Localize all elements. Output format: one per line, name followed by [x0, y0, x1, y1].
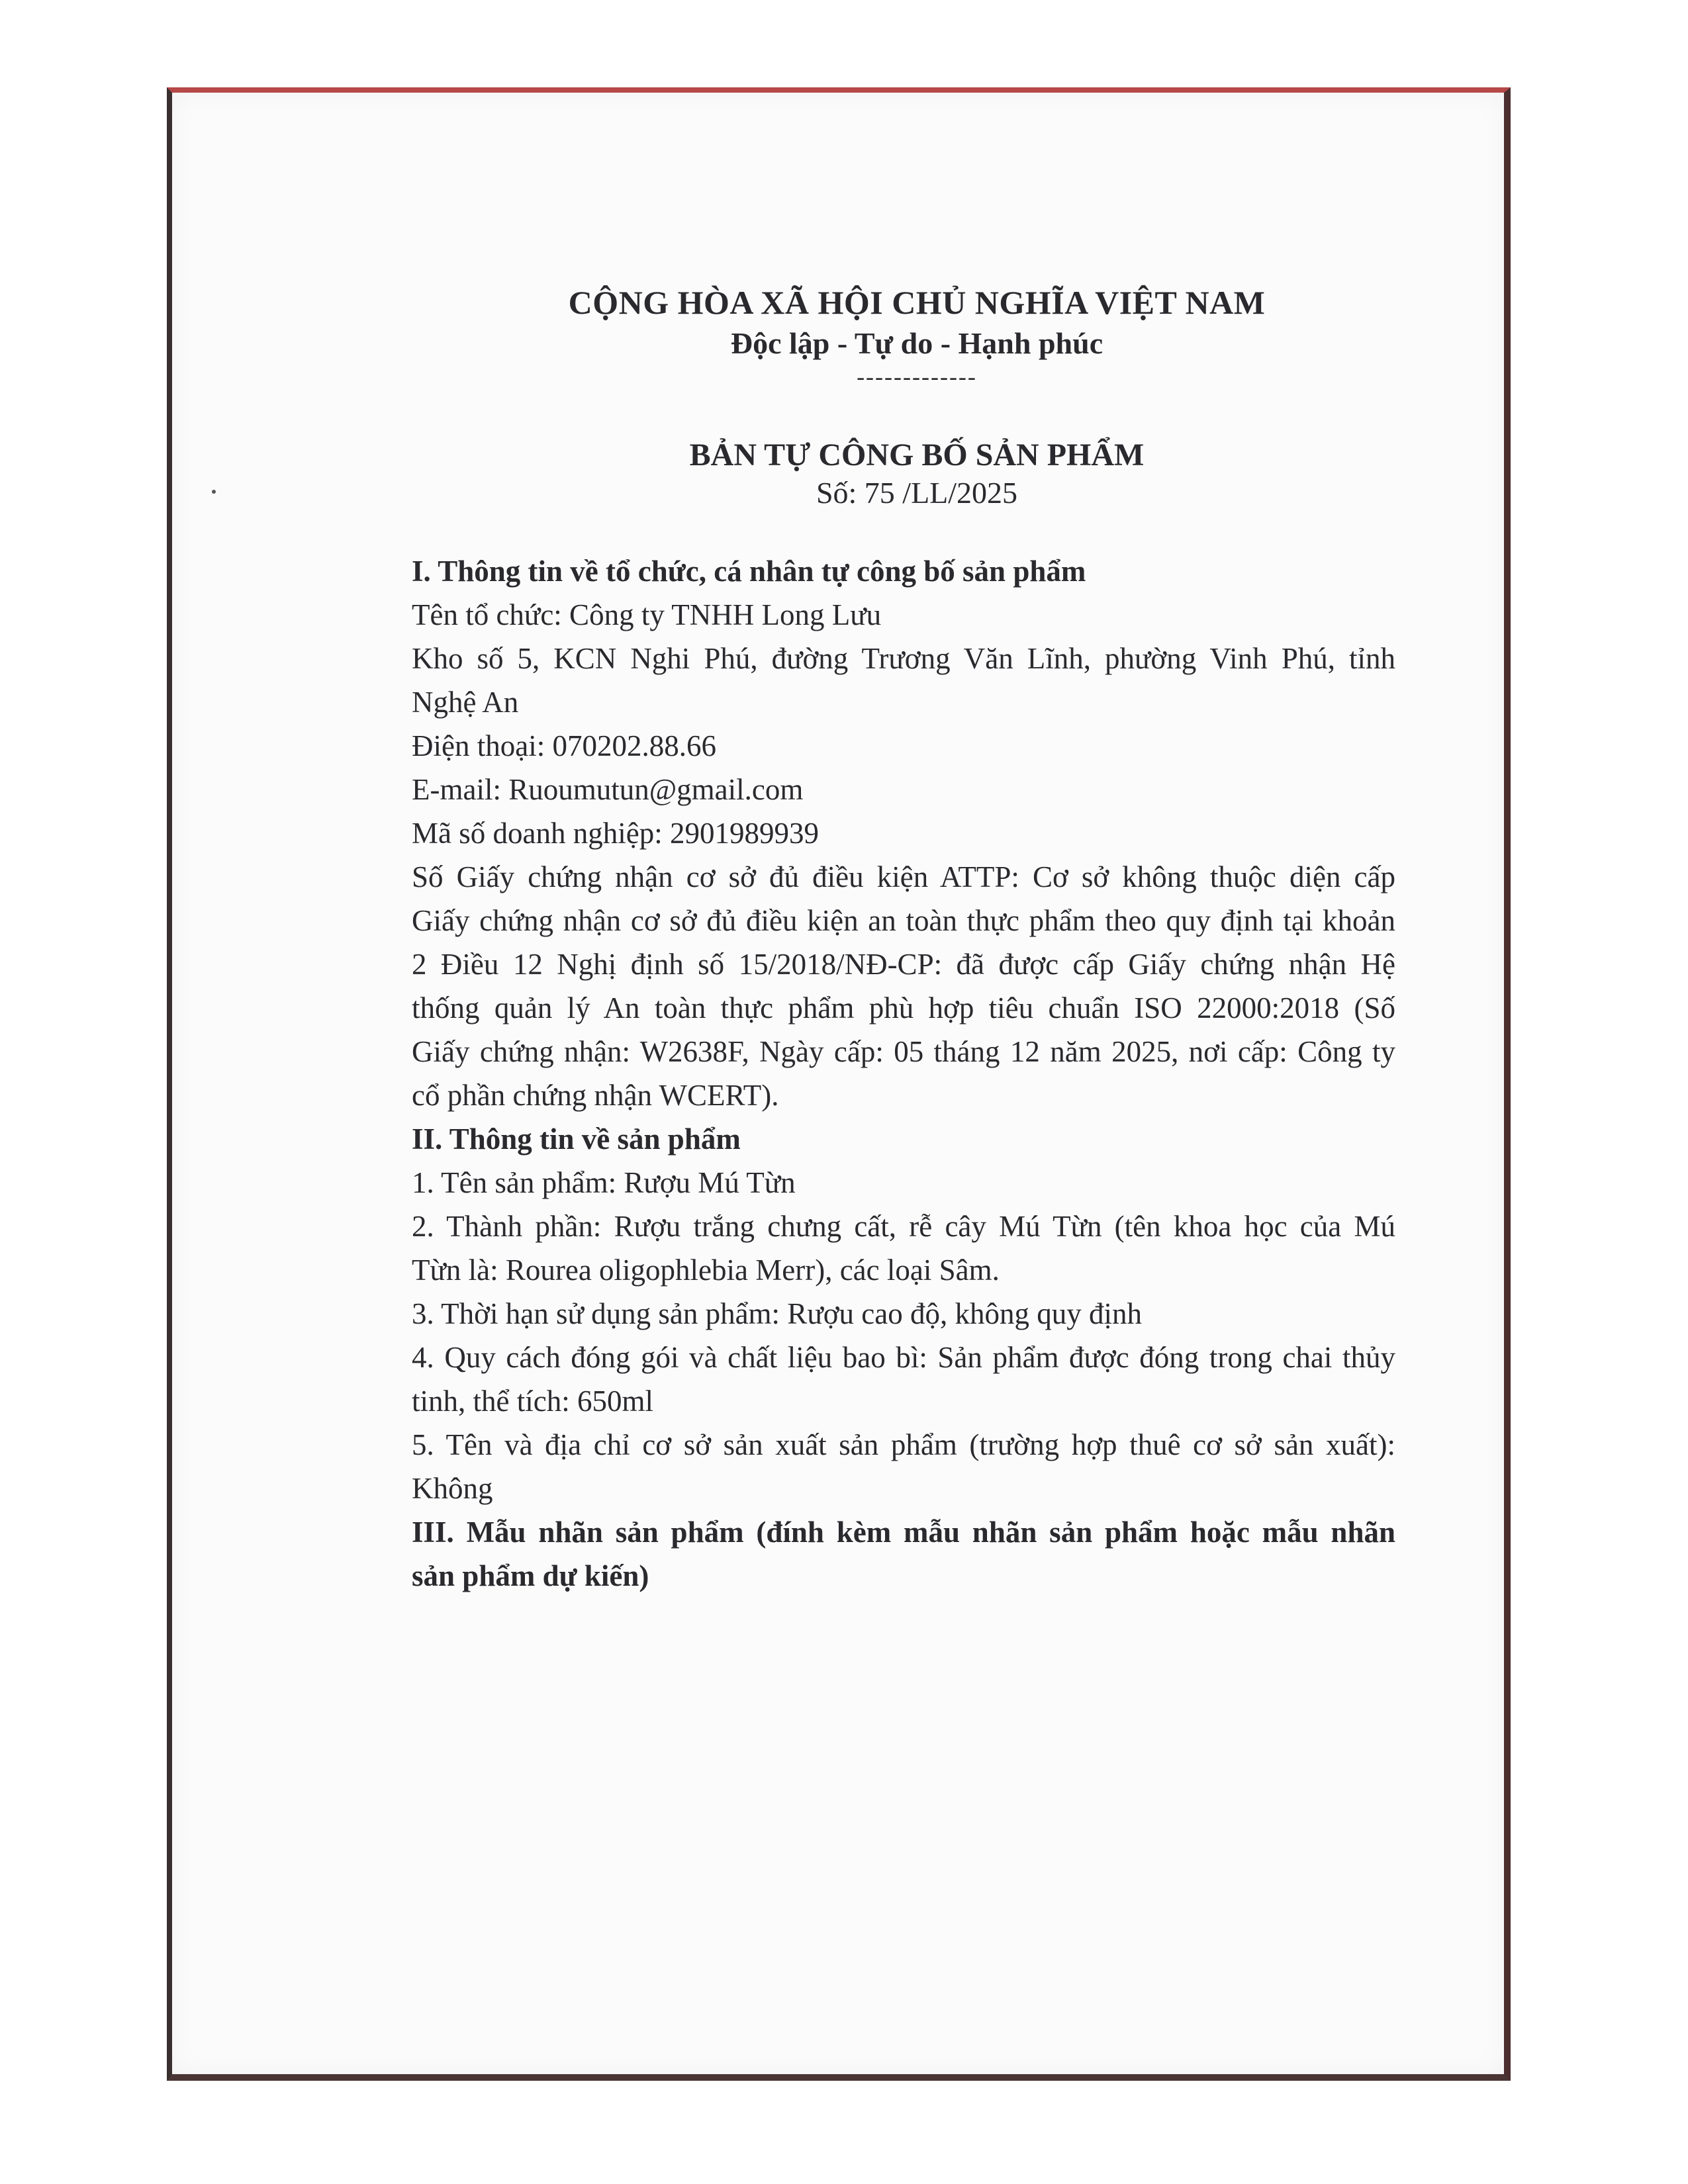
packaging-line-2: tinh, thể tích: 650ml	[412, 1385, 653, 1418]
section-heading-3-line-2: sản phẩm dự kiến)	[412, 1559, 649, 1592]
certificate-line-1: Số Giấy chứng nhận cơ sở đủ điều kiện ATTP: Cơ sở không thuộc diện cấp	[412, 860, 1395, 893]
section-heading-3-line-1: III. Mẫu nhãn sản phẩm (đính kèm mẫu nhãn sản phẩm hoặc mẫu nhãn	[412, 1516, 1395, 1549]
certificate-line-2: Giấy chứng nhận cơ sở đủ điều kiện an toàn thực phẩm theo quy định tại khoản	[412, 904, 1395, 937]
address-line-2: Nghệ An	[412, 686, 519, 719]
document-number: Số: 75 /LL/2025	[816, 476, 1018, 510]
packaging-line-1: 4. Quy cách đóng gói và chất liệu bao bì: Sản phẩm được đóng trong chai thủy	[412, 1341, 1395, 1374]
ingredients-line-2: Từn là: Rourea oligophlebia Merr), các loại Sâm.	[412, 1253, 1000, 1287]
national-title: CỘNG HÒA XÃ HỘI CHỦ NGHĨA VIỆT NAM	[568, 284, 1266, 321]
section-heading-2: II. Thông tin về sản phẩm	[412, 1122, 741, 1156]
certificate-line-4: thống quản lý An toàn thực phẩm phù hợp tiêu chuẩn ISO 22000:2018 (Số	[412, 991, 1395, 1024]
manufacturer-line-2: Không	[412, 1472, 493, 1505]
email-line: E-mail: Ruoumutun@gmail.com	[412, 773, 804, 806]
organization-name: Tên tổ chức: Công ty TNHH Long Lưu	[412, 598, 882, 631]
document-title: BẢN TỰ CÔNG BỐ SẢN PHẨM	[689, 437, 1145, 473]
certificate-line-6: cổ phần chứng nhận WCERT).	[412, 1079, 779, 1112]
national-motto: Độc lập - Tự do - Hạnh phúc	[730, 326, 1103, 360]
certificate-line-5: Giấy chứng nhận: W2638F, Ngày cấp: 05 tháng 12 năm 2025, nơi cấp: Công ty	[412, 1035, 1395, 1068]
certificate-line-3: 2 Điều 12 Nghị định số 15/2018/NĐ-CP: đã được cấp Giấy chứng nhận Hệ	[412, 948, 1395, 981]
product-name-line: 1. Tên sản phẩm: Rượu Mú Từn	[412, 1166, 796, 1199]
ingredients-line-1: 2. Thành phần: Rượu trắng chưng cất, rễ cây Mú Từn (tên khoa học của Mú	[412, 1210, 1395, 1243]
address-line-1: Kho số 5, KCN Nghi Phú, đường Trương Văn Lĩnh, phường Vinh Phú, tỉnh	[412, 642, 1395, 675]
manufacturer-line-1: 5. Tên và địa chỉ cơ sở sản xuất sản phẩm (trường hợp thuê cơ sở sản xuất):	[412, 1428, 1395, 1461]
business-code-line: Mã số doanh nghiệp: 2901989939	[412, 817, 819, 850]
header-separator: -------------	[857, 363, 977, 390]
phone-line: Điện thoại: 070202.88.66	[412, 729, 716, 762]
section-heading-1: I. Thông tin về tổ chức, cá nhân tự công bố sản phẩm	[412, 555, 1086, 588]
document-body	[412, 549, 1395, 1598]
shelf-life-line: 3. Thời hạn sử dụng sản phẩm: Rượu cao độ, không quy định	[412, 1297, 1142, 1330]
